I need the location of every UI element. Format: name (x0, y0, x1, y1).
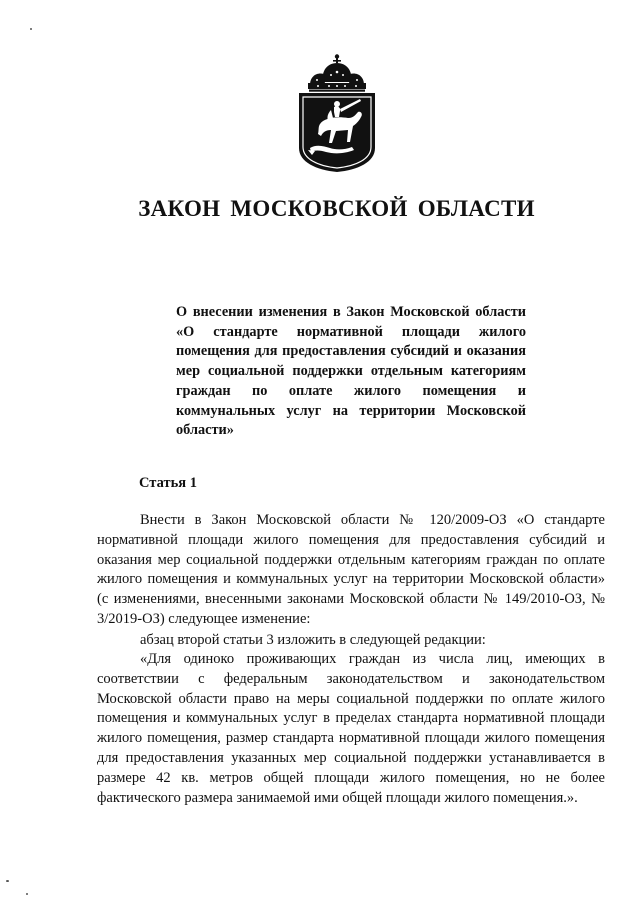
scan-speck (30, 28, 32, 30)
amendment-quote-paragraph: «Для одиноко проживающих граждан из числа лиц, имеющих в соответствии с федеральным законодательством и законодательством Московской области право на меры социальной поддержки по оплате жилого помещения и коммунальных услуг в пределах стандарта нормативной площади жилого помещения, размер стандарта нормативной площади жилого помещения для предоставления указанных мер социальной поддержки устанавливается в размере 42 кв. метров общей площади жилого помещения, но не более фактического размера занимаемой ими общей площади жилого помещения.». (97, 651, 605, 806)
scan-speck (6, 880, 9, 882)
body-paragraph: абзац второй статьи 3 изложить в следующей редакции: (140, 632, 486, 648)
law-title: ЗАКОН МОСКОВСКОЙ ОБЛАСТИ (138, 196, 535, 221)
article-heading: Статья 1 (139, 475, 197, 491)
moscow-oblast-coat-of-arms-icon (290, 52, 384, 174)
scan-speck (26, 893, 28, 895)
law-subject-heading: О внесении изменения в Закон Московской области «О стандарте нормативной площади жилого помещения для предоставления субсидий и оказания мер социальной поддержки отдельным категориям граждан по оплате жилого помещения и коммунальных услуг на территории Московской области» (176, 304, 526, 439)
body-paragraph: Внести в Закон Московской области № 120/2009-ОЗ «О стандарте нормативной площади жилого помещения для предоставления субсидий и оказания мер социальной поддержки отдельным категориям граждан по оплате жилого помещения и коммунальных услуг на территории Московской области» (с изменениями, внесенными законами Московской области № 149/2010-ОЗ, № 3/2019-ОЗ) следующее изменение: (97, 512, 605, 627)
